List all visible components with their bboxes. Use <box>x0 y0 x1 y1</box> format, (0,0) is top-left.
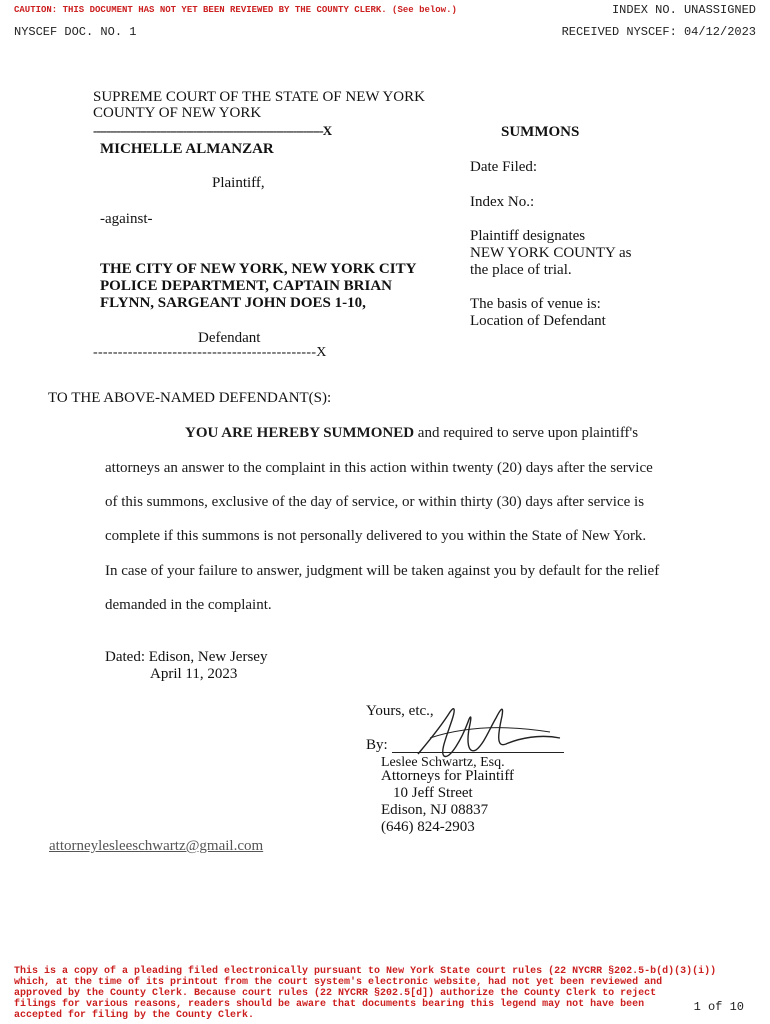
summons-paragraph-line2: attorneys an answer to the complaint in this action within twenty (20) days after the service <box>105 460 653 476</box>
closing: Yours, etc., <box>366 703 434 719</box>
date-filed-label: Date Filed: <box>470 159 538 175</box>
summons-paragraph-line3: of this summons, exclusive of the day of service, or within thirty (30) days after service is <box>105 494 645 510</box>
addressee-line: TO THE ABOVE-NAMED DEFENDANT(S): <box>48 390 332 406</box>
designation-line2: NEW YORK COUNTY as <box>470 245 632 261</box>
page-number: 1 of 10 <box>693 1000 744 1014</box>
defendant-names-line1: THE CITY OF NEW YORK, NEW YORK CITY <box>100 261 417 277</box>
dated-place: Dated: Edison, New Jersey <box>105 649 268 665</box>
summoned-emphasis: YOU ARE HEREBY SUMMONED <box>185 425 415 441</box>
index-number-stamp: INDEX NO. UNASSIGNED <box>611 3 756 17</box>
summons-paragraph-rest: and required to serve upon plaintiff's <box>414 425 639 441</box>
dated-date: April 11, 2023 <box>150 666 238 682</box>
summons-paragraph-line4: complete if this summons is not personally delivered to you within the State of New York. <box>105 528 647 544</box>
attorney-city: Edison, NJ 08837 <box>381 802 489 818</box>
caption-rule-bottom: ---------------------------------------------X <box>93 345 327 360</box>
attorney-street: 10 Jeff Street <box>393 785 473 801</box>
venue-basis-line2: Location of Defendant <box>470 313 606 329</box>
county-name: COUNTY OF NEW YORK <box>93 105 262 121</box>
court-name: SUPREME COURT OF THE STATE OF NEW YORK <box>93 89 425 105</box>
filing-legend-line4: filings for various reasons, readers should be aware that documents bearing this legend may not have been <box>14 999 645 1010</box>
attorney-role: Attorneys for Plaintiff <box>381 768 515 784</box>
defendant-label: Defendant <box>198 330 261 346</box>
designation-line1: Plaintiff designates <box>470 228 586 244</box>
default-paragraph-line2: demanded in the complaint. <box>105 597 272 613</box>
filing-legend-line5: accepted for filing by the County Clerk. <box>14 1010 255 1021</box>
defendant-names-line3: FLYNN, SARGEANT JOHN DOES 1-10, <box>100 295 366 311</box>
designation-line3: the place of trial. <box>470 262 572 278</box>
filing-legend-line3: approved by the County Clerk. Because court rules (22 NYCRR §202.5[d]) authorize the County Clerk to reject <box>14 988 657 999</box>
summons-paragraph-line1 <box>185 425 638 442</box>
plaintiff-label: Plaintiff, <box>212 175 265 191</box>
default-paragraph-line1: In case of your failure to answer, judgment will be taken against you by default for the relief <box>105 563 660 579</box>
received-stamp: RECEIVED NYSCEF: 04/12/2023 <box>561 25 756 39</box>
caution-banner: CAUTION: THIS DOCUMENT HAS NOT YET BEEN REVIEWED BY THE COUNTY CLERK. (See below.) <box>14 5 457 15</box>
nyscef-doc-number: NYSCEF DOC. NO. 1 <box>14 25 137 39</box>
venue-basis-line1: The basis of venue is: <box>470 296 601 312</box>
index-no-label: Index No.: <box>470 194 535 210</box>
attorney-name: Leslee Schwartz, Esq. <box>381 755 505 770</box>
document-title: SUMMONS <box>501 124 580 140</box>
filing-legend-line1: This is a copy of a pleading filed electronically pursuant to New York State court rules (22 NYCRR §202.5-b(d)(3)(i)) <box>14 966 717 977</box>
filing-legend-line2: which, at the time of its printout from the court system's electronic website, had not yet been reviewed and <box>14 977 663 988</box>
against-label: -against- <box>100 211 153 227</box>
by-label: By: <box>366 737 388 753</box>
attorney-phone: (646) 824-2903 <box>381 819 475 835</box>
defendant-names-line2: POLICE DEPARTMENT, CAPTAIN BRIAN <box>100 278 392 294</box>
plaintiff-name: MICHELLE ALMANZAR <box>100 141 274 157</box>
attorney-email-link[interactable]: attorneylesleeschwartz@gmail.com <box>49 838 264 854</box>
caption-rule-top: ---------------------------------------------------------------------X <box>93 123 332 138</box>
